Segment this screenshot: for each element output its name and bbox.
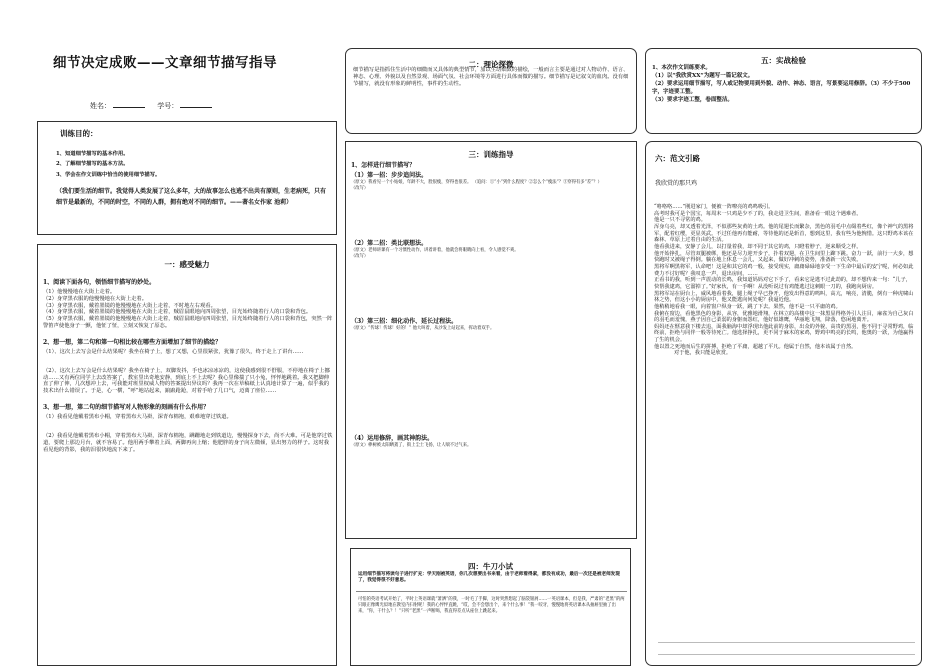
section1-heading: 一：感受魅力 bbox=[164, 260, 210, 269]
goals-heading: 训练目的： bbox=[60, 129, 98, 138]
section-training-guide-box bbox=[345, 141, 637, 539]
page-title: 细节决定成败——文章细节描写指导 bbox=[53, 55, 277, 71]
goal-item: 1、知道细节描写的基本作用。 bbox=[56, 151, 129, 157]
requirement-line: （3）要求字迹工整，卷面整洁。 bbox=[652, 96, 733, 103]
section4-heading: 四：牛刀小试 bbox=[468, 562, 513, 571]
list-item: （5）身穿黑衣服，戴着墨镜的他慢慢地在大街上走着，贼眉鼠眼地向四周张望，目光始终随着行人的口袋和背包，突然一阵警笛声使他身子一颤，他怔了怔，立刻又恢复了原态。 bbox=[43, 316, 333, 330]
section-feel-charm-box bbox=[37, 244, 337, 666]
id-blank[interactable] bbox=[180, 100, 212, 108]
step-title: （3）第三招：细化动作、延长过程法。 bbox=[351, 318, 458, 325]
section1-q1: 1、阅读下面各句，领悟细节描写的妙处。 bbox=[43, 279, 156, 286]
section5-content bbox=[652, 65, 918, 105]
section4-divider bbox=[356, 591, 627, 592]
requirement-line: （2）要求运用细节描写，写人或记物要用到外貌、动作、神态、语言，写景要运用修辞。（3）不少于500字，字迹要工整。 bbox=[652, 80, 911, 95]
essay-paragraph: 他以置之死地而后生的拼搏，拒绝了平庸，超越了平凡。他属于自然，他本该属于自然。 bbox=[654, 343, 857, 350]
step-text: （原文）老师讲课有一个习惯性动作，讲着讲着，他就会将眼睛向上看，令人感觉不爽。 bbox=[351, 247, 519, 253]
section2-text: 细节描写是指抓住生活中的细微而又具体的典型情节，加以生动细致的描绘，一般而言主要是通过对人物动作、语言、神态、心理、外貌以及自然景观、场面气氛、社会环境等方面进行具体而微的描写。细节描写是记叙文的血肉。没有细节描写，就没有形象的鲜明性，事件的生动性。 bbox=[353, 67, 629, 87]
section6-heading: 六：范文引路 bbox=[655, 154, 700, 163]
name-blank[interactable] bbox=[113, 100, 145, 108]
step-text: （原文）我看见一个小姑娘，年龄不大，脸很瘦，穿得也很差。 （追问：①“小”到什么程度？②怎么个“瘦法”？③穿得有多“差”？） bbox=[351, 179, 602, 185]
section1-q2-text: （1）、这次上去写会是什么结果呢？我坐在椅子上，想了又想，心里很紧张，犹豫了很久，终于走上了讲台…… bbox=[43, 348, 304, 355]
step-note: （改写） bbox=[351, 185, 369, 191]
essay-paragraph: 黑将军啊黑将军，认命吧！这是和其它的鸡一般，接受现实，庸庸碌碌地享受一下生命中最后的安宁呢，何必如此费力不讨好呢？我叹息一声，退出房间，…… bbox=[654, 263, 914, 277]
step-title: （1）第一招：步步追问法。 bbox=[351, 172, 428, 179]
training-goals-box bbox=[37, 121, 337, 235]
section3-heading: 三：训练指导 bbox=[468, 150, 514, 159]
section4-sample: 可怕的英语考试开始了，平时上英语课就“萧洒”的我，一时毛了手脚，这时突然想起了脑袋银屑……一英语课本，但是我，严肃的“老黑”的两只眼正像鹰光似地在教室内扫射呢！我的心怦怦直跳，“哎，会不会想出个，来个什么事！”我一咬牙，慢慢地将英语课本从抽屉里抽了出来，“你，干什么？！”只听“老黑”一声断喝，我直得差点从座位上跳起来。 bbox=[358, 597, 625, 614]
writing-line bbox=[658, 642, 915, 643]
step-2 bbox=[351, 240, 633, 259]
essay-paragraph: 妈妈还在惬意我下楼去追，面我脑海中却浮现出他此前的身影，出众的外貌，高贵的黑羽，他不同于寻常野鸡，临终前，拒绝与同伴一般等待死亡。他选择挣扎，更不同于麻木的家鸡，野鸡中鸣亮的长鸣，他奥的一跃，为他赢得了生的机会。 bbox=[654, 323, 914, 344]
list-item: （3）身穿黑衣服，戴着墨镜的他慢慢地在大街上走着，不时地左右观看。 bbox=[43, 302, 216, 309]
goal-item: 2、了解细节描写的基本方法。 bbox=[56, 161, 129, 168]
section5-heading: 五：实战检验 bbox=[761, 56, 806, 65]
essay-paragraph: “咯咯咯……”刚进家门，便被一阵嘹亮的鸡鸣吸引。 bbox=[654, 204, 774, 210]
section1-q2: 2、想一想，第二句和第一句相比较在哪些方面增加了细节的描绘？ bbox=[43, 339, 222, 347]
essay-paragraph: 正看书的我，听到一声震动的长鸣，我知道妈妈对它下手了，看来它是逃不过此劫的，却不想传来一句：“儿子，快帮我逮鸡，它溜掉了。”好家伙，有一手啊！从没听说过有鸡能逃过这刺眼一刀的，我跑向厨房。 bbox=[654, 277, 911, 290]
section-theory-box bbox=[345, 48, 637, 134]
step-note: （改写） bbox=[351, 253, 369, 259]
section1-q1-list bbox=[43, 289, 333, 330]
section-model-essay-box bbox=[645, 141, 922, 666]
section1-content bbox=[43, 279, 333, 454]
requirement-line: 1、本次作文训练要求。 bbox=[652, 65, 711, 71]
name-label: 姓名： bbox=[90, 102, 111, 110]
step-4 bbox=[351, 435, 633, 449]
essay-paragraph: 浑身乌亮，却又透着光泽，不似那些灰黄的土鸡。他的尾翅长而繁杂，黑色的羽毛中点缀着些红，像个神气的黑将军，配着红缨，更显英武。不过任他再有能耐，等待他的还是斩首，想到这里，我有些为他惋惜。这只野鸡本该在森林、草原上过着自由的生活。 bbox=[654, 223, 914, 244]
goal-item: 3、学会在作文训练中恰当的使用细节描写。 bbox=[56, 171, 161, 178]
list-item: （4）身穿黑衣服，戴着墨镜的他慢慢地在大街上走着，贼眉鼠眼地向四周张望，目光始终随着行人的口袋和背包。 bbox=[43, 309, 312, 316]
essay-paragraph: 对于他，我只能是欣赏。 bbox=[674, 350, 732, 357]
goals-quote: （我们要生活的细节。我觉得人类发展了这么多年，大的故事怎么也逃不出共有原则，生老病死，只有细节是最新的，不同的时空，不同的人群，拥有绝对不同的细节。——著名女作家 池莉） bbox=[56, 188, 327, 207]
essay-paragraph: 他稍稍地看我一眼，向着窗户纵身一跃，跳了下去。果然，他不是一只平庸的鸡。 bbox=[654, 303, 841, 310]
essay-paragraph: 他看我进来，安静了会儿，以打量着我，却不同于其它的鸡，只瞪着脖子，逆来顺受之样。 bbox=[654, 243, 862, 250]
step-text: （原文）棒树被太阳晒蔫了，街上尘土飞扬，让人喘不过气来。 bbox=[351, 442, 472, 448]
step-title: （4）运用修辞，画其神韵法。 bbox=[351, 435, 434, 442]
goals-list bbox=[56, 149, 160, 180]
step-text: （原文）“传球！传球！好的！” 他大叫着，从沙发上站起来，挥动着双手。 bbox=[351, 325, 495, 331]
essay-paragraph: 他开始挣扎，尽管双腿被绑，他还是尽力迎开步子，扑着双翅，在卫生间里上蹿下跳。奋力一跃，前行一大步，想快跑时又被绳子得倒。躺在地上休息一会儿，又起来，做好冲刺的姿势，准备新一次失败。 bbox=[654, 250, 914, 264]
essay-paragraph: 我俯在窗边，看他黑色的身影，从容，优雅地滑翔，在林立的高楼中这一抹黑显得格外引人注目，麻雀为自己灰白的羽毛而羞愧，燕子因自己柔弱的身躯而怨红，他好似雄鹰，华丽地飞翔，降落，悠闲地离开。 bbox=[654, 310, 914, 324]
requirement-line: （1）以“我欣赏XX”为题写一篇记叙文。 bbox=[652, 72, 754, 79]
section1-q3: 3、想一想，第二句的细节描写对人物形象的刻画有什么作用？ bbox=[43, 404, 210, 412]
section2-heading: 二：理论探微 bbox=[468, 60, 514, 69]
id-label: 学号： bbox=[157, 102, 179, 110]
essay-paragraph: 他是一只不寻常的鸡。 bbox=[654, 217, 706, 224]
section1-q3-text2: （2）我看见他戴着黑布小帽，穿着黑布大马褂，深青布棉袍，蹒跚地走到铁道边，慢慢探身下去，尚不大难。可是他穿过铁道，要爬上那边月台，就不容易了。他用两手攀着上面，两脚再向上缩；他肥胖的身子向左微倾，显出努力的样子。这时我看见他的背影，我的泪很快地流下来了。 bbox=[43, 432, 333, 453]
essay-title: 我欣赏的那只鸡 bbox=[655, 180, 698, 187]
section3-question: 1、怎样进行细节描写？ bbox=[351, 162, 416, 169]
essay-paragraph: 高考时我可是个国宝，每周末一只鸡是少不了的，我走进卫生间，准备看一眼这个遇难者。 bbox=[654, 210, 862, 217]
step-title: （2）第二招：类比联想法。 bbox=[351, 240, 428, 247]
list-item: （2）身穿黑衣服的他慢慢地在大街上走着。 bbox=[43, 295, 148, 302]
writing-line bbox=[658, 654, 915, 655]
essay-paragraph: 黑将军站在厨台上，威风地看着我，腿上绳子早已挣开，他发出得意的鸣叫，高亢，响亮，清脆，倒有一种虎啸山林之势，但这小小的厨房中，他又能逃向何处呢？我逼近他。 bbox=[654, 290, 914, 304]
name-id-line bbox=[90, 100, 222, 111]
section4-instruction: 运用细节描写将读句子进行扩充：学天刚被英语，你几次想要出书来看，由于老师看得紧，都没有成功，最后一次还是被老师发现了，我觉得很不好意思。 bbox=[358, 572, 620, 583]
section1-q3-text: （1）我看见他戴着黑布小帽，穿着黑布大马褂，深青布棉袍，艰难地穿过铁道。 bbox=[43, 414, 232, 421]
section-try-box bbox=[350, 548, 631, 666]
section1-q2-text2: （2）、这次上去写会是什么结果呢？我坐在椅子上，双脚发抖，手也冰凉冰凉的，这使我感到很不舒服，不停地在椅子上挪动……又有两位同学上去改答案了，教室里出奇地安静，到底上不上去呢？我心里像揣了只小兔，怦怦地跳着。我又把脚伸直了伸了伸，几次想冲上去，可我能对班里权威人物的答案提出异议吗？我再一次在草稿纸上认真地计算了一遍，似乎我的技术出什么错误了。于是，心一横，“呼”地站起来，踉踉跄跄，对着手哈了几口气，迈离了座位…… bbox=[43, 367, 330, 395]
step-3 bbox=[351, 318, 633, 332]
essay-body bbox=[654, 204, 916, 357]
list-item: （1）他慢慢地在大街上走着。 bbox=[43, 288, 116, 295]
section-practice-box bbox=[645, 48, 922, 134]
step-1 bbox=[351, 172, 633, 191]
